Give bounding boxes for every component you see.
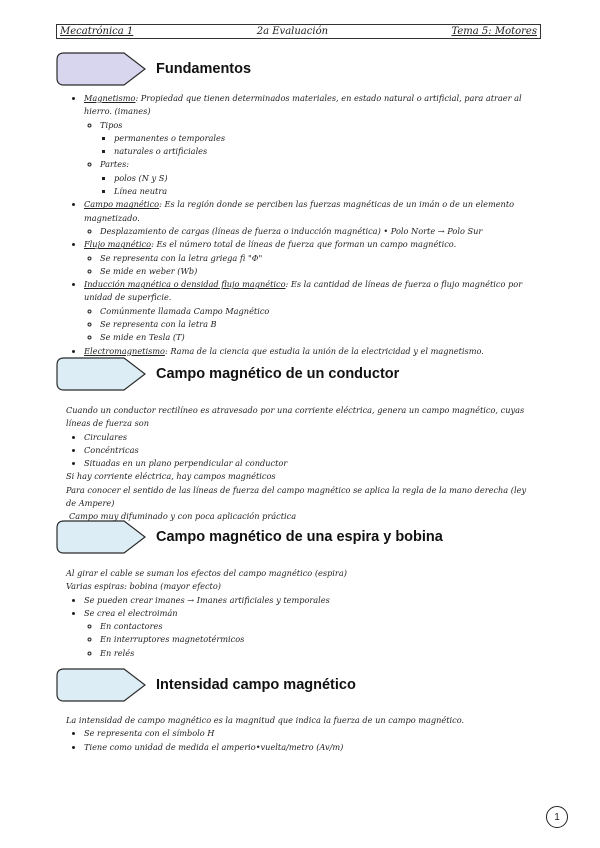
list-item: • Electromagnetismo: Rama de la ciencia que estudia la unión de la electricidad y el magnetismo. [84,345,536,358]
paragraph: Para conocer el sentido de las líneas de fuerza del campo magnético se aplica la regla de la mano derecha (ley de Ampere) [66,484,527,509]
arrow-tab-icon [56,52,146,86]
paragraph: Campo muy difuminado y con poca aplicación práctica [69,511,297,522]
list-item: ▪ naturales o artificiales [114,145,536,158]
section-fundamentos-header [56,52,251,86]
list-item: • Se pueden crear imanes → Imanes artificiales y temporales [84,594,536,607]
list-item: • Magnetismo: Propiedad que tienen determinados materiales, en estado natural o artificial, para atraer al hierro. (imanes) ◦ Tipos ▪ permanentes o temporales ▪ naturales o artificiales ◦ Partes: ▪ polos (N y S) ▪ Línea neutra [84,92,536,198]
list-item: ◦ Se mide en weber (Wb) [100,265,536,278]
header-subject: Mecatrónica 1 [60,26,134,37]
page-number: 1 [546,806,568,828]
list-item: • Inducción magnética o densidad flujo magnético: Es la cantidad de líneas de fuerza o flujo magnético por unidad de superficie. ◦ Comúnmente llamada Campo Magnético ◦ Se representa con la letra B ◦ Se mide en Tesla (T) [84,278,536,344]
list-item: ◦ Se representa con la letra griega fi "Φ" [100,252,536,265]
list-item: ◦ Se representa con la letra B [100,318,536,331]
header-topic: Tema 5: Motores [451,26,537,37]
section-fundamentos-body [66,92,536,358]
list-item: ▪ polos (N y S) [114,172,536,185]
list-item: ▪ permanentes o temporales [114,132,536,145]
list-item: ◦ En contactores [100,620,536,633]
list-item: ▪ Línea neutra [114,185,536,198]
list-item: ◦ Tipos ▪ permanentes o temporales ▪ naturales o artificiales [100,119,536,159]
list-item: ◦ Comúnmente llamada Campo Magnético [100,305,536,318]
paragraph: Varias espiras: bobina (mayor efecto) [66,581,221,592]
section-intensidad-body [66,714,536,754]
paragraph: La intensidad de campo magnético es la magnitud que indica la fuerza de un campo magnético. [66,715,465,725]
list-item: • Circulares [84,431,536,444]
paragraph: Cuando un conductor rectilíneo es atravesado por una corriente eléctrica, genera un campo magnético, cuyas líneas de fuerza son [66,405,525,429]
list-item: • Se crea el electroimán ◦ En contactores ◦ En interruptores magnetotérmicos ◦ En relés [84,607,536,660]
arrow-tab-icon [56,668,146,702]
paragraph: Al girar el cable se suman los efectos del campo magnético (espira) [66,568,347,578]
section-title: Fundamentos [156,61,252,77]
section-espira-body [66,567,536,660]
section-espira-header [56,520,443,554]
list-item: ◦ Desplazamiento de cargas (líneas de fuerza o inducción magnética) • Polo Norte → Polo Sur [100,225,536,238]
section-title: Campo magnético de una espira y bobina [156,529,443,545]
section-title: Intensidad campo magnético [156,677,356,693]
section-conductor-body [66,404,536,524]
list-item: • Campo magnético: Es la región donde se perciben las fuerzas magnéticas de un imán o de un elemento magnetizado. ◦ Desplazamiento de cargas (líneas de fuerza o inducción magnética) • Polo Norte → Polo Sur [84,198,536,238]
list-item: • Se representa con el símbolo H [84,727,536,740]
page-header [56,24,541,39]
list-item: • Concéntricas [84,444,536,457]
header-evaluation: 2a Evaluación [256,26,329,37]
paragraph: Si hay corriente eléctrica, hay campos magnéticos [66,471,276,482]
list-item: ◦ Partes: ▪ polos (N y S) ▪ Línea neutra [100,158,536,198]
section-conductor-header [56,357,399,391]
list-item: ◦ En interruptores magnetotérmicos [100,633,536,646]
list-item: ◦ En relés [100,647,536,660]
arrow-tab-icon [56,357,146,391]
section-title: Campo magnético de un conductor [156,366,400,382]
list-item: ◦ Se mide en Tesla (T) [100,331,536,344]
list-item: • Tiene como unidad de medida el amperio•vuelta/metro (Av/m) [84,741,536,754]
list-item: • Situadas en un plano perpendicular al conductor [84,457,536,470]
list-item: • Flujo magnético: Es el número total de líneas de fuerza que forman un campo magnético. ◦ Se representa con la letra griega fi "Φ" ◦ Se mide en weber (Wb) [84,238,536,278]
arrow-tab-icon [56,520,146,554]
section-intensidad-header [56,668,356,702]
